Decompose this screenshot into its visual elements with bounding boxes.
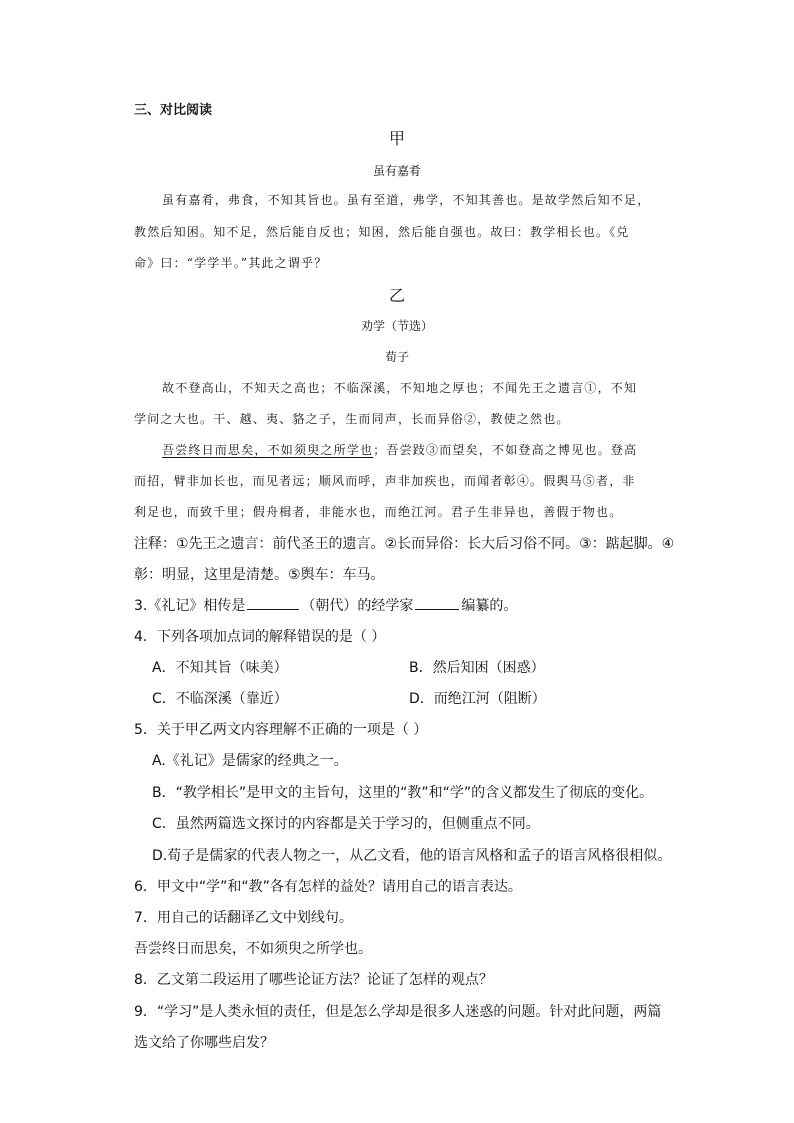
question-9-continued: 选文给了你哪些启发？ xyxy=(134,1035,274,1051)
section-title: 三、对比阅读 xyxy=(134,103,213,118)
question-4-option: C．不临深溪（靠近） xyxy=(152,691,288,707)
passage-b-line: 利足也，而致千里；假舟楫者，非能水也，而绝江河。君子生非异也，善假于物也。 xyxy=(134,505,623,519)
question-3-part: 编纂的。 xyxy=(461,598,518,614)
passage-b-marker: 乙 xyxy=(388,286,405,305)
question-9: 9．“学习”是人类永恒的责任，但是怎么学却是很多人迷惑的问题。针对此问题，两篇 xyxy=(134,1004,662,1020)
question-6: 6．甲文中“学”和“教”各有怎样的益处？请用自己的语言表达。 xyxy=(134,879,522,895)
question-5-option: D.荀子是儒家的代表人物之一，从乙文看，他的语言风格和孟子的语言风格很相似。 xyxy=(152,848,672,864)
passage-b-line-rest: ；吾尝跂③而望矣，不如登高之博见也。登高 xyxy=(373,443,638,457)
passage-b-author: 荀子 xyxy=(384,350,409,364)
passage-a-line: 教然后知困。知不足，然后能自反也；知困，然后能自强也。故曰：教学相长也。《兑 xyxy=(134,225,630,239)
passage-b-line: 故不登高山，不知天之高也；不临深溪，不知地之厚也；不闻先王之遗言①，不知 xyxy=(162,381,638,395)
passage-a-line: 虽有嘉肴，弗食，不知其旨也。虽有至道，弗学，不知其善也。是故学然后知不足， xyxy=(162,193,651,207)
answer-blank[interactable] xyxy=(415,595,459,610)
notes-line: 注释：①先王之遗言：前代圣王的遗言。②长而异俗：长大后习俗不同。③：踮起脚。④ xyxy=(134,536,675,552)
question-8: 8．乙文第二段运用了哪些论证方法？论证了怎样的观点？ xyxy=(134,972,493,988)
answer-blank[interactable] xyxy=(247,595,299,610)
passage-a-marker: 甲 xyxy=(388,129,405,148)
passage-b-line: 而招，臂非加长也，而见者远；顺风而呼，声非加疾也，而闻者彰④。假舆马⑤者，非 xyxy=(134,474,636,488)
question-3-part: （朝代）的经学家 xyxy=(301,598,414,614)
question-5: 5．关于甲乙两文内容理解不正确的一项是（ ） xyxy=(134,722,428,738)
passage-a-line: 命》曰：“学学半。”其此之谓乎？ xyxy=(134,256,328,270)
question-4-option: B．然后知困（困惑） xyxy=(409,660,545,676)
question-4-option: A．不知其旨（味美） xyxy=(152,660,288,676)
question-3 xyxy=(134,595,517,617)
question-7: 7．用自己的话翻译乙文中划线句。 xyxy=(134,910,353,926)
passage-b-line xyxy=(162,440,637,460)
passage-b-line: 学问之大也。干、越、夷、貉之子，生而同声，长而异俗②，教使之然也。 xyxy=(134,412,570,426)
question-7-sentence: 吾尝终日而思矣，不如须臾之所学也。 xyxy=(134,941,372,957)
passage-b-title: 劝学（节选） xyxy=(360,319,433,333)
question-5-option: C．虽然两篇选文探讨的内容都是关于学习的，但侧重点不同。 xyxy=(152,816,540,832)
passage-a-title: 虽有嘉肴 xyxy=(372,164,421,178)
question-5-option: B．“教学相长”是甲文的主旨句，这里的“教”和“学”的含义都发生了彻底的变化。 xyxy=(152,785,654,801)
question-4-option: D．而绝江河（阻断） xyxy=(409,691,546,707)
question-3-part: 3.《礼记》相传是 xyxy=(134,598,246,614)
notes-line: 彰：明显，这里是清楚。⑤舆车：车马。 xyxy=(134,567,385,583)
question-4: 4．下列各项加点词的解释错误的是（ ） xyxy=(134,629,386,645)
question-5-option: A.《礼记》是儒家的经典之一。 xyxy=(152,753,348,769)
underlined-sentence: 吾尝终日而思矣，不如须臾之所学也 xyxy=(162,443,374,457)
